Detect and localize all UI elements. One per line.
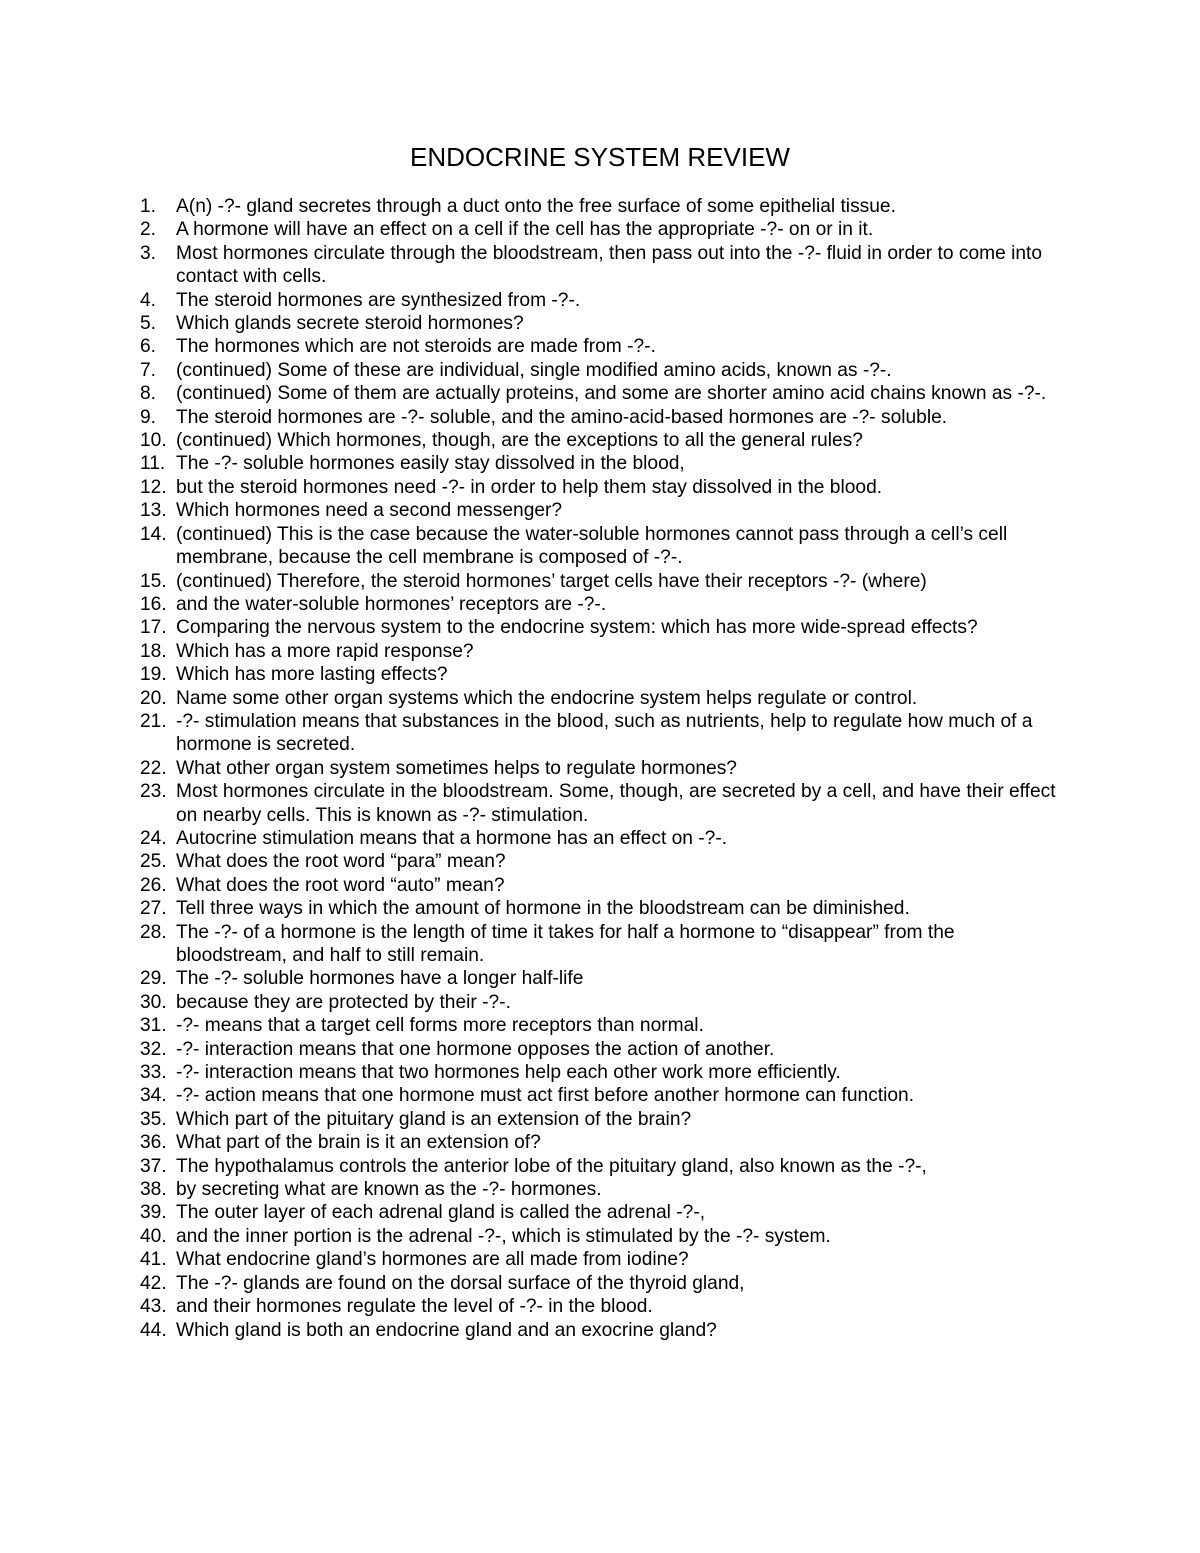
question-item bbox=[140, 1201, 1070, 1224]
question-number: 7. bbox=[140, 359, 157, 381]
question-item bbox=[140, 1225, 1070, 1248]
question-item bbox=[140, 452, 1070, 475]
question-number: 21. bbox=[140, 710, 167, 732]
question-item bbox=[140, 242, 1070, 289]
question-number: 32. bbox=[140, 1038, 167, 1060]
question-number: 16. bbox=[140, 593, 167, 615]
question-item bbox=[140, 1248, 1070, 1271]
question-text: Most hormones circulate through the bloodstream, then pass out into the -?- fluid in order to come into contact with cells. bbox=[176, 242, 1043, 288]
question-number: 15. bbox=[140, 570, 167, 592]
question-item bbox=[140, 1155, 1070, 1178]
question-text: A(n) -?- gland secretes through a duct onto the free surface of some epithelial tissue. bbox=[176, 196, 896, 217]
question-text: because they are protected by their -?-. bbox=[176, 991, 511, 1013]
question-number: 41. bbox=[140, 1249, 167, 1271]
question-number: 5. bbox=[140, 313, 157, 335]
question-text: -?- stimulation means that substances in the blood, such as nutrients, help to regulate how much of a hormone is secreted. bbox=[176, 710, 1033, 756]
question-text: A hormone will have an effect on a cell if the cell has the appropriate -?- on or in it. bbox=[176, 219, 874, 241]
question-item bbox=[140, 780, 1070, 827]
question-text: Autocrine stimulation means that a hormone has an effect on -?-. bbox=[176, 827, 728, 849]
question-text: (continued) Which hormones, though, are the exceptions to all the general rules? bbox=[176, 430, 863, 452]
question-text: Which part of the pituitary gland is an extension of the brain? bbox=[176, 1108, 692, 1130]
question-number: 13. bbox=[140, 500, 167, 522]
page-title: ENDOCRINE SYSTEM REVIEW bbox=[410, 142, 790, 172]
question-number: 31. bbox=[140, 1015, 167, 1037]
question-text: (continued) Therefore, the steroid hormones’ target cells have their receptors -?- (where) bbox=[176, 570, 927, 592]
question-text: What does the root word “para” mean? bbox=[176, 851, 506, 873]
question-text: What endocrine gland’s hormones are all made from iodine? bbox=[176, 1249, 689, 1271]
question-number: 19. bbox=[140, 664, 167, 686]
question-text: Which gland is both an endocrine gland and an exocrine gland? bbox=[176, 1319, 717, 1341]
question-number: 28. bbox=[140, 921, 167, 943]
question-text: The -?- of a hormone is the length of time it takes for half a hormone to “disappear” from the bloodstream, and half to still remain. bbox=[176, 921, 955, 966]
question-text: (continued) This is the case because the water-soluble hormones cannot pass through a cell’s cell membrane, because the cell membrane is composed of -?-. bbox=[176, 523, 1008, 569]
question-item bbox=[140, 874, 1070, 897]
question-item bbox=[140, 499, 1070, 522]
question-item bbox=[140, 757, 1070, 780]
question-number: 34. bbox=[140, 1085, 167, 1107]
question-number: 42. bbox=[140, 1272, 167, 1294]
question-item bbox=[140, 640, 1070, 663]
question-number: 33. bbox=[140, 1062, 167, 1084]
question-number: 35. bbox=[140, 1108, 167, 1130]
question-number: 12. bbox=[140, 476, 167, 498]
question-number: 11. bbox=[140, 453, 166, 475]
question-number: 30. bbox=[140, 991, 167, 1013]
question-number: 6. bbox=[140, 336, 157, 358]
question-number: 43. bbox=[140, 1296, 167, 1318]
question-text: What does the root word “auto” mean? bbox=[176, 874, 505, 896]
question-list bbox=[140, 195, 1070, 1342]
question-text: The -?- glands are found on the dorsal surface of the thyroid gland, bbox=[176, 1272, 745, 1294]
question-number: 38. bbox=[140, 1179, 167, 1201]
question-item bbox=[140, 593, 1070, 616]
question-number: 9. bbox=[140, 406, 157, 428]
question-number: 40. bbox=[140, 1225, 167, 1247]
question-text: The hormones which are not steroids are made from -?-. bbox=[176, 336, 656, 358]
question-number: 17. bbox=[140, 617, 167, 639]
question-number: 8. bbox=[140, 383, 157, 405]
question-text: Comparing the nervous system to the endocrine system: which has more wide-spread effects? bbox=[176, 617, 978, 639]
question-number: 29. bbox=[140, 968, 167, 990]
question-text: Which glands secrete steroid hormones? bbox=[176, 313, 524, 335]
question-item bbox=[140, 1061, 1070, 1084]
question-text: -?- interaction means that two hormones help each other work more efficiently. bbox=[176, 1062, 841, 1084]
question-item bbox=[140, 921, 1070, 968]
question-item bbox=[140, 1319, 1070, 1342]
question-number: 2. bbox=[140, 219, 157, 241]
question-item bbox=[140, 359, 1070, 382]
question-number: 39. bbox=[140, 1202, 167, 1224]
question-item bbox=[140, 476, 1070, 499]
question-item bbox=[140, 1178, 1070, 1201]
question-item bbox=[140, 687, 1070, 710]
question-item bbox=[140, 195, 1070, 218]
question-text: Name some other organ systems which the endocrine system helps regulate or control. bbox=[176, 687, 918, 709]
question-item bbox=[140, 1014, 1070, 1037]
question-text: but the steroid hormones need -?- in order to help them stay dissolved in the blood. bbox=[176, 476, 883, 498]
question-number: 18. bbox=[140, 640, 167, 662]
question-number: 4. bbox=[140, 289, 157, 311]
question-item bbox=[140, 663, 1070, 686]
question-item bbox=[140, 1084, 1070, 1107]
question-item bbox=[140, 1108, 1070, 1131]
question-item bbox=[140, 382, 1070, 405]
question-item bbox=[140, 406, 1070, 429]
question-item bbox=[140, 289, 1070, 312]
question-text: -?- interaction means that one hormone opposes the action of another. bbox=[176, 1038, 775, 1060]
question-text: (continued) Some of these are individual, single modified amino acids, known as -?-. bbox=[176, 359, 892, 381]
question-text: and the inner portion is the adrenal -?-, which is stimulated by the -?- system. bbox=[176, 1225, 831, 1247]
question-item bbox=[140, 1038, 1070, 1061]
question-item bbox=[140, 710, 1070, 757]
question-text: Which hormones need a second messenger? bbox=[176, 500, 563, 522]
question-item bbox=[140, 991, 1070, 1014]
question-text: The outer layer of each adrenal gland is called the adrenal -?-, bbox=[176, 1202, 706, 1224]
question-number: 3. bbox=[140, 242, 157, 264]
question-text: and the water-soluble hormones’ receptors are -?-. bbox=[176, 593, 607, 615]
question-item bbox=[140, 827, 1070, 850]
question-number: 24. bbox=[140, 827, 167, 849]
question-text: What other organ system sometimes helps to regulate hormones? bbox=[176, 757, 737, 779]
question-number: 25. bbox=[140, 851, 167, 873]
question-number: 26. bbox=[140, 874, 167, 896]
question-text: by secreting what are known as the -?- hormones. bbox=[176, 1179, 602, 1201]
question-item bbox=[140, 897, 1070, 920]
question-item bbox=[140, 1131, 1070, 1154]
question-item bbox=[140, 1272, 1070, 1295]
question-text: The -?- soluble hormones easily stay dissolved in the blood, bbox=[176, 453, 685, 475]
question-item bbox=[140, 1295, 1070, 1318]
question-number: 1. bbox=[140, 196, 157, 217]
question-text: and their hormones regulate the level of -?- in the blood. bbox=[176, 1296, 653, 1318]
question-text: Tell three ways in which the amount of hormone in the bloodstream can be diminished. bbox=[176, 898, 910, 920]
question-text: The steroid hormones are synthesized from -?-. bbox=[176, 289, 581, 311]
question-item bbox=[140, 570, 1070, 593]
question-item bbox=[140, 616, 1070, 639]
question-number: 37. bbox=[140, 1155, 167, 1177]
question-number: 23. bbox=[140, 781, 167, 803]
question-text: Most hormones circulate in the bloodstream. Some, though, are secreted by a cell, and have their effect on nearby cells. This is known as -?- stimulation. bbox=[176, 781, 1056, 826]
question-number: 20. bbox=[140, 687, 167, 709]
question-item bbox=[140, 967, 1070, 990]
question-number: 36. bbox=[140, 1132, 167, 1154]
question-number: 44. bbox=[140, 1319, 167, 1341]
question-text: Which has more lasting effects? bbox=[176, 664, 448, 686]
question-number: 14. bbox=[140, 523, 167, 545]
question-number: 22. bbox=[140, 757, 167, 779]
question-number: 10. bbox=[140, 430, 167, 452]
question-text: -?- action means that one hormone must act first before another hormone can function. bbox=[176, 1085, 915, 1107]
question-item bbox=[140, 218, 1070, 241]
question-item bbox=[140, 429, 1070, 452]
question-item bbox=[140, 312, 1070, 335]
question-text: (continued) Some of them are actually proteins, and some are shorter amino acid chains known as -?-. bbox=[176, 383, 1047, 405]
question-item bbox=[140, 523, 1070, 570]
question-text: The hypothalamus controls the anterior lobe of the pituitary gland, also known as the -?-, bbox=[176, 1155, 927, 1177]
question-number: 27. bbox=[140, 898, 167, 920]
question-item bbox=[140, 850, 1070, 873]
question-text: The steroid hormones are -?- soluble, and the amino-acid-based hormones are -?- soluble. bbox=[176, 406, 948, 428]
question-text: -?- means that a target cell forms more receptors than normal. bbox=[176, 1015, 704, 1037]
question-item bbox=[140, 335, 1070, 358]
question-text: The -?- soluble hormones have a longer half-life bbox=[176, 968, 584, 990]
question-text: Which has a more rapid response? bbox=[176, 640, 474, 662]
question-text: What part of the brain is it an extension of? bbox=[176, 1132, 541, 1154]
